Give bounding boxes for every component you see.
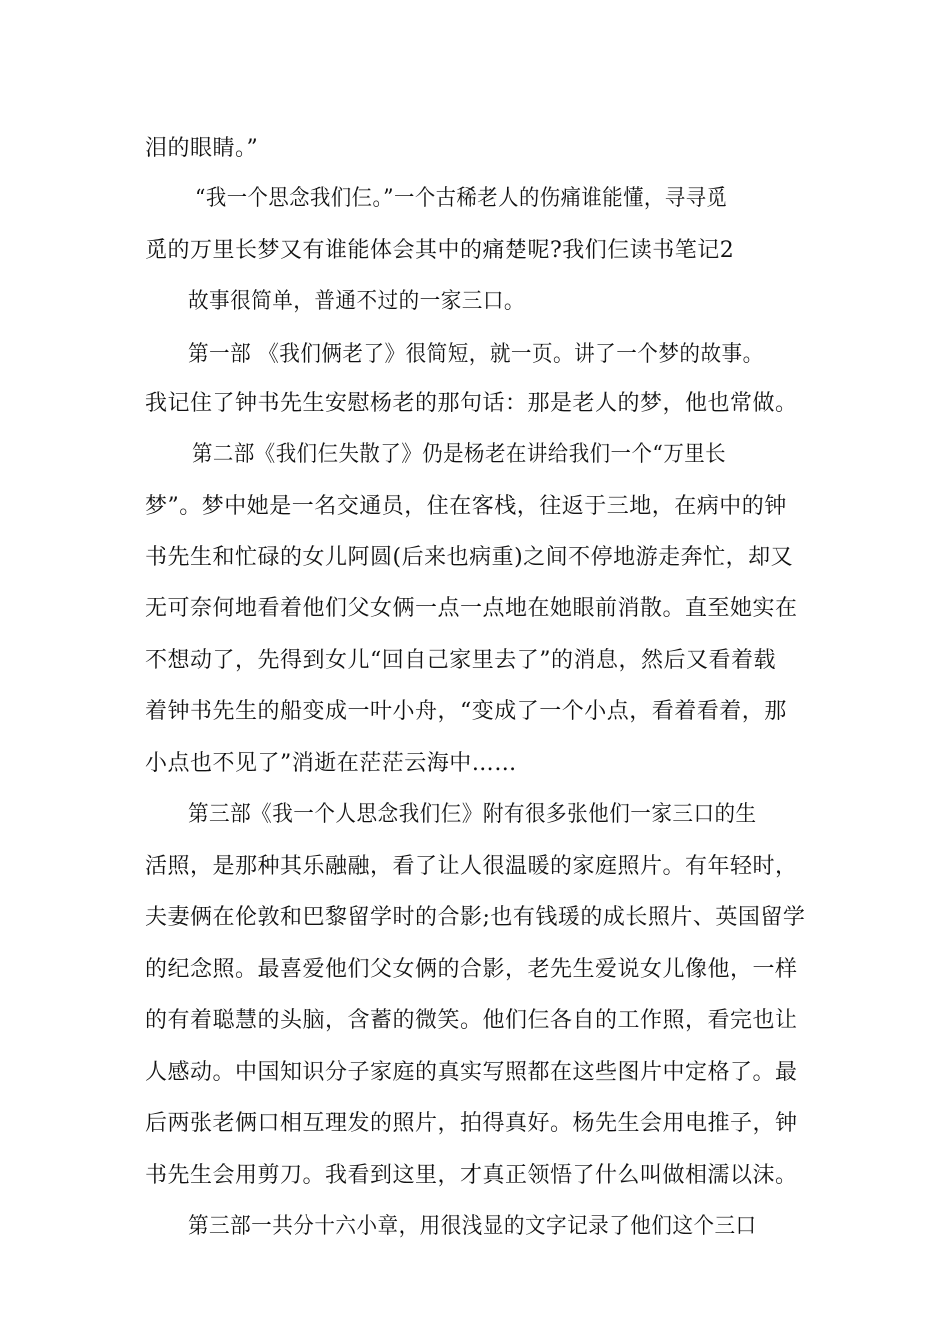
text-line: 觅的万里长梦又有谁能体会其中的痛楚呢?我们仨读书笔记2 (145, 238, 735, 263)
text-line: 无可奈何地看着他们父女俩一点一点地在她眼前消散。直至她实在 (145, 596, 798, 621)
text-line: 人感动。中国知识分子家庭的真实写照都在这些图片中定格了。最 (145, 1060, 798, 1085)
text-line: 梦”。梦中她是一名交通员，住在客栈，往返于三地，在病中的钟 (145, 494, 787, 519)
text-line: 第三部一共分十六小章，用很浅显的文字记录了他们这个三口 (188, 1214, 757, 1239)
text-line: “我一个思念我们仨。”一个古稀老人的伤痛谁能懂，寻寻觅 (195, 186, 728, 211)
text-line: 第一部 《我们俩老了》很简短，就一页。讲了一个梦的故事。 (188, 342, 764, 367)
text-line: 我记住了钟书先生安慰杨老的那句话：那是老人的梦，他也常做。 (145, 391, 798, 416)
text-line: 故事很简单，普通不过的一家三口。 (188, 289, 525, 314)
text-line: 泪的眼睛。” (145, 136, 259, 161)
text-line: 夫妻俩在伦敦和巴黎留学时的合影;也有钱瑗的成长照片、英国留学 (145, 905, 806, 930)
text-line: 第二部《我们仨失散了》仍是杨老在讲给我们一个“万里长 (192, 442, 727, 467)
text-line: 活照，是那种其乐融融，看了让人很温暖的家庭照片。有年轻时， (145, 854, 798, 879)
text-line: 书先生和忙碌的女儿阿圆(后来也病重)之间不停地游走奔忙，却又 (145, 545, 794, 570)
text-line: 着钟书先生的船变成一叶小舟，“变成了一个小点，看着看着，那 (145, 699, 787, 724)
text-line: 不想动了，先得到女儿“回自己家里去了”的消息，然后又看着载 (145, 648, 776, 673)
text-line: 后两张老俩口相互理发的照片，拍得真好。杨先生会用电推子，钟 (145, 1111, 798, 1136)
text-line: 的有着聪慧的头脑，含蓄的微笑。他们仨各自的工作照，看完也让 (145, 1008, 798, 1033)
text-line: 第三部《我一个人思念我们仨》附有很多张他们一家三口的生 (188, 802, 757, 827)
text-line: 书先生会用剪刀。我看到这里，才真正领悟了什么叫做相濡以沫。 (145, 1163, 798, 1188)
text-line: 小点也不见了”消逝在茫茫云海中…… (145, 751, 517, 776)
text-line: 的纪念照。最喜爱他们父女俩的合影，老先生爱说女儿像他，一样 (145, 957, 798, 982)
